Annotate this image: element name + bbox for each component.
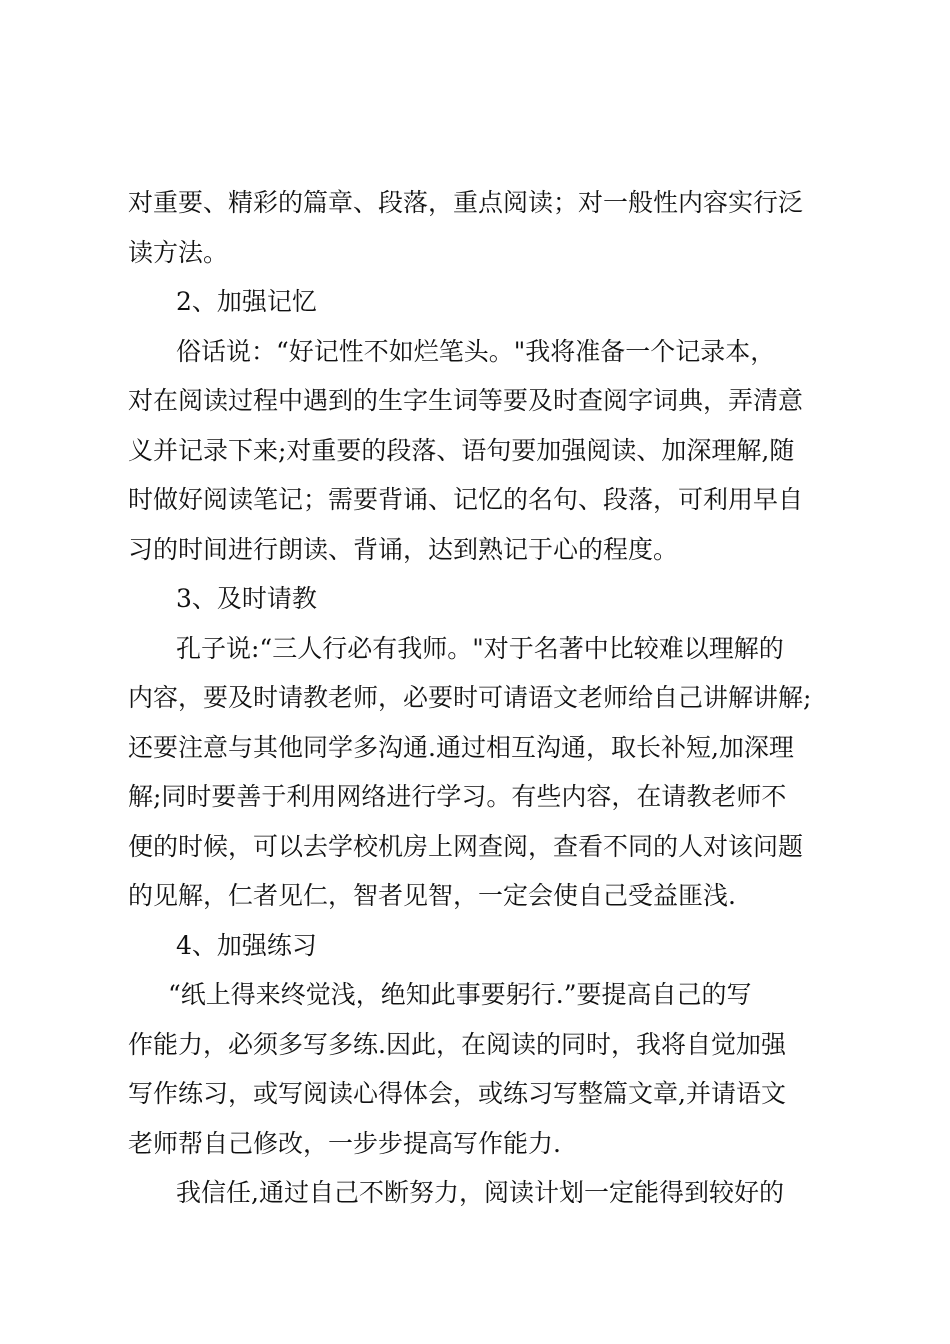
text-line-14: 便的时候，可以去学校机房上网查阅，查看不同的人对该问题 [128, 831, 804, 861]
text-line-13: 解;同时要善于利用网络进行学习。有些内容，在请教老师不 [128, 782, 787, 811]
text-line-10: 孔子说:“三人行必有我师。"对于名著中比较难以理解的 [176, 633, 784, 663]
text-line-12: 还要注意与其他同学多沟通.通过相互沟通，取长补短,加深理 [128, 732, 794, 762]
text-line-7: 时做好阅读笔记；需要背诵、记忆的名句、段落，可利用早自 [128, 485, 804, 514]
section-heading-2: 2、加强记忆 [176, 287, 317, 316]
text-line-2: 读方法。 [128, 237, 229, 267]
text-line-4: 俗话说：“好记性不如烂笔头。"我将准备一个记录本， [176, 336, 776, 366]
text-line-19: 写作练习，或写阅读心得体会，或练习写整篇文章,并请语文 [128, 1079, 786, 1108]
text-line-20: 老师帮自己修改，一步步提高写作能力. [128, 1128, 561, 1158]
section-heading-4: 4、加强练习 [176, 930, 317, 960]
text-line-18: 作能力，必须多写多练.因此，在阅读的同时，我将自觉加强 [128, 1029, 786, 1059]
text-line-5: 对在阅读过程中遇到的生字生词等要及时查阅字词典，弄清意 [128, 386, 804, 415]
text-line-21: 我信任,通过自己不断努力，阅读计划一定能得到较好的 [176, 1178, 784, 1207]
text-line-15: 的见解，仁者见仁，智者见智，一定会使自己受益匪浅. [128, 881, 736, 910]
document-body [128, 178, 828, 1218]
text-line-1: 对重要、精彩的篇章、段落，重点阅读；对一般性内容实行泛 [128, 188, 804, 217]
section-heading-3: 3、及时请教 [176, 584, 317, 613]
text-line-8: 习的时间进行朗读、背诵，达到熟记于心的程度。 [128, 534, 679, 564]
text-line-6: 义并记录下来;对重要的段落、语句要加强阅读、加深理解,随 [128, 435, 795, 465]
text-line-11: 内容，要及时请教老师，必要时可请语文老师给自己讲解讲解; [128, 683, 812, 712]
text-line-17: “纸上得来终觉浅，绝知此事要躬行.”要提高自己的写 [168, 980, 752, 1009]
